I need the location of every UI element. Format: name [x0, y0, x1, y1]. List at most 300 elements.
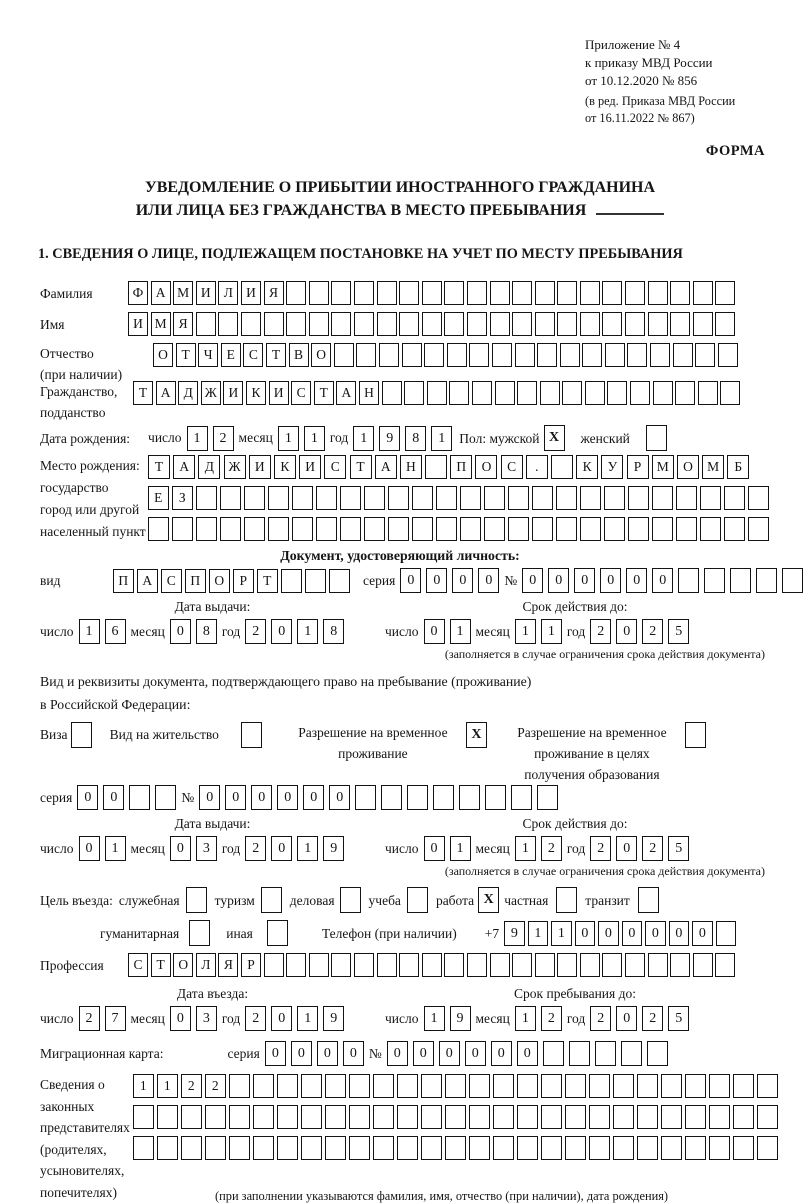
- cell: [331, 281, 351, 305]
- entry-month-cells: [170, 1006, 222, 1031]
- cell: [532, 517, 553, 541]
- cell: [490, 953, 510, 977]
- cell: С: [501, 455, 523, 479]
- cell: [715, 312, 735, 336]
- purpose-opt4-label: учеба: [368, 892, 401, 908]
- cell: 0: [271, 836, 292, 861]
- cell: 8: [405, 426, 426, 451]
- cell: М: [652, 455, 674, 479]
- cell: М: [702, 455, 724, 479]
- representatives-label-line: представителях: [40, 1120, 130, 1135]
- purpose-row: [0, 887, 800, 913]
- cell: 1: [297, 1006, 318, 1031]
- cell: [340, 517, 361, 541]
- cell: С: [128, 953, 148, 977]
- series-label: серия: [363, 572, 396, 588]
- cell: [427, 381, 447, 405]
- cell: [700, 517, 721, 541]
- cell: [349, 1105, 370, 1129]
- purpose-opt5-label: работа: [435, 892, 475, 908]
- cell: [685, 1136, 706, 1160]
- cell: 2: [590, 1006, 611, 1031]
- cell: [460, 486, 481, 510]
- birthplace-row2-cells: [148, 486, 772, 510]
- cell: [508, 486, 529, 510]
- cell: [181, 1136, 202, 1160]
- cell: [301, 1105, 322, 1129]
- cell: Т: [314, 381, 334, 405]
- cell: [229, 1136, 250, 1160]
- cell: [650, 343, 670, 367]
- cell: [129, 785, 150, 810]
- cell: [709, 1136, 730, 1160]
- cell: [704, 568, 725, 593]
- entry-year-cells: [245, 1006, 349, 1031]
- cell: [613, 1105, 634, 1129]
- residence-doc-intro-line1: Вид и реквизиты документа, подтверждающего право на пребывание (проживание): [40, 674, 532, 689]
- cell: [241, 312, 261, 336]
- cell: [580, 517, 601, 541]
- residence-doc-intro: [0, 670, 800, 716]
- phone-prefix: +7: [484, 925, 500, 941]
- cell: [560, 343, 580, 367]
- cell: [661, 1136, 682, 1160]
- cell: [373, 1105, 394, 1129]
- cell: [678, 568, 699, 593]
- cell: [444, 953, 464, 977]
- cell: 0: [424, 836, 445, 861]
- cell: 2: [642, 619, 663, 644]
- cell: 2: [245, 1006, 266, 1031]
- cell: [421, 1105, 442, 1129]
- entry-day-cells: [79, 1006, 131, 1031]
- expiry-date-heading: Срок действия до:: [522, 599, 628, 614]
- cell: [757, 1105, 778, 1129]
- cell: [229, 1105, 250, 1129]
- cell: [613, 1074, 634, 1098]
- cell: [412, 517, 433, 541]
- cell: [397, 1074, 418, 1098]
- birth-month-cells: [278, 426, 330, 451]
- appendix-revision: [585, 93, 800, 127]
- cell: 0: [574, 568, 595, 593]
- cell: 0: [251, 785, 272, 810]
- cell: И: [196, 281, 216, 305]
- cell: К: [274, 455, 296, 479]
- cell: [325, 1074, 346, 1098]
- month-label: месяц: [238, 430, 273, 445]
- cell: 0: [652, 568, 673, 593]
- birthplace-sub1: государство: [40, 480, 109, 495]
- cell: [325, 1105, 346, 1129]
- cell: [133, 1105, 154, 1129]
- cell: 0: [291, 1041, 312, 1066]
- cell: 0: [439, 1041, 460, 1066]
- cell: 9: [379, 426, 400, 451]
- representatives-block: [0, 1074, 800, 1203]
- appendix-line: к приказу МВД России: [585, 55, 713, 70]
- cell: 0: [170, 619, 191, 644]
- cell: А: [156, 381, 176, 405]
- cell: [676, 486, 697, 510]
- phone-label: Телефон (при наличии): [321, 925, 457, 941]
- citizenship-row: [0, 381, 800, 423]
- purpose-opt8-label: гуманитарная: [100, 925, 180, 941]
- cell: Л: [196, 953, 216, 977]
- cell: [602, 281, 622, 305]
- purpose-opt8-checkbox: [189, 920, 210, 946]
- purpose-row2: [0, 920, 800, 946]
- cell: [604, 486, 625, 510]
- cell: [444, 281, 464, 305]
- cell: [244, 517, 265, 541]
- cell: [286, 312, 306, 336]
- cell: 5: [668, 619, 689, 644]
- patronymic-cells: [153, 343, 740, 367]
- cell: [268, 486, 289, 510]
- purpose-opt9-checkbox: [267, 920, 288, 946]
- day-label: число: [40, 623, 74, 639]
- cell: Д: [198, 455, 220, 479]
- cell: [604, 517, 625, 541]
- issue-date-heading: Дата выдачи:: [174, 816, 251, 831]
- cell: [292, 486, 313, 510]
- cell: О: [173, 953, 193, 977]
- cell: [309, 953, 329, 977]
- cell: [585, 381, 605, 405]
- cell: [421, 1136, 442, 1160]
- cell: [301, 1136, 322, 1160]
- cell: 1: [157, 1074, 178, 1098]
- cell: 0: [616, 619, 637, 644]
- purpose-opt7-label: транзит: [585, 892, 630, 908]
- cell: [532, 486, 553, 510]
- cell: [399, 312, 419, 336]
- issue-year-cells: [245, 619, 349, 644]
- cell: 5: [668, 836, 689, 861]
- issue-day-cells: [79, 836, 131, 861]
- cell: [556, 517, 577, 541]
- cell: Р: [241, 953, 261, 977]
- cell: [607, 381, 627, 405]
- doc-number-cells: [522, 568, 808, 593]
- cell: 1: [353, 426, 374, 451]
- cell: [670, 281, 690, 305]
- cell: [277, 1105, 298, 1129]
- purpose-opt2-checkbox: [261, 887, 282, 913]
- cell: [537, 343, 557, 367]
- cell: [748, 517, 769, 541]
- cell: [340, 486, 361, 510]
- cell: [685, 1074, 706, 1098]
- cell: [724, 486, 745, 510]
- residence-doc-options: [0, 722, 800, 785]
- cell: [424, 343, 444, 367]
- cell: [757, 1074, 778, 1098]
- sex-female-label: женский: [580, 430, 630, 446]
- cell: [229, 1074, 250, 1098]
- temp-residence-label: Разрешение на временное проживание: [298, 725, 448, 761]
- residence-permit-label: Вид на жительство: [109, 727, 219, 742]
- doc-series-cells: [400, 568, 504, 593]
- cell: П: [113, 569, 134, 593]
- cell: 1: [278, 426, 299, 451]
- patronymic-note: (при наличии): [40, 367, 123, 382]
- cell: 1: [515, 619, 536, 644]
- surname-cells: [128, 281, 738, 305]
- cell: 0: [478, 568, 499, 593]
- cell: Л: [218, 281, 238, 305]
- cell: О: [209, 569, 230, 593]
- cell: [447, 343, 467, 367]
- cell: [397, 1136, 418, 1160]
- year-label: год: [566, 623, 586, 639]
- cell: [637, 1105, 658, 1129]
- entry-date-heading: Дата въезда:: [176, 986, 249, 1001]
- cell: [733, 1074, 754, 1098]
- cell: 1: [297, 836, 318, 861]
- cell: [331, 312, 351, 336]
- cell: 1: [551, 921, 572, 946]
- birth-day-cells: [187, 426, 239, 451]
- cell: 1: [515, 1006, 536, 1031]
- cell: [495, 381, 515, 405]
- cell: [613, 1136, 634, 1160]
- representatives-row2-cells: [133, 1105, 781, 1129]
- cell: 0: [452, 568, 473, 593]
- profession-cells: [128, 953, 738, 977]
- cell: [556, 486, 577, 510]
- cell: [535, 281, 555, 305]
- form-title: [0, 176, 800, 222]
- cell: .: [526, 455, 548, 479]
- cell: [625, 281, 645, 305]
- cell: [356, 343, 376, 367]
- cell: [253, 1105, 274, 1129]
- cell: 9: [323, 836, 344, 861]
- cell: Т: [176, 343, 196, 367]
- cell: [349, 1074, 370, 1098]
- cell: [253, 1074, 274, 1098]
- cell: [205, 1136, 226, 1160]
- cell: 0: [77, 785, 98, 810]
- representatives-label-line: попечителях): [40, 1184, 117, 1200]
- cell: 1: [105, 836, 126, 861]
- cell: 0: [271, 1006, 292, 1031]
- representatives-row3-cells: [133, 1136, 781, 1160]
- cell: [377, 312, 397, 336]
- cell: [540, 381, 560, 405]
- name-cells: [128, 312, 738, 336]
- cell: [718, 343, 738, 367]
- cell: [517, 1136, 538, 1160]
- cell: [425, 455, 447, 479]
- cell: 0: [277, 785, 298, 810]
- cell: 1: [431, 426, 452, 451]
- cell: [537, 785, 558, 810]
- cell: 2: [541, 836, 562, 861]
- cell: [693, 953, 713, 977]
- expiry-day-cells: [424, 619, 476, 644]
- year-label: год: [221, 1010, 241, 1026]
- cell: [605, 343, 625, 367]
- cell: [652, 517, 673, 541]
- citizenship-label: Гражданство,: [40, 384, 118, 399]
- cell: [469, 343, 489, 367]
- cell: [407, 785, 428, 810]
- cell: 6: [105, 619, 126, 644]
- appendix-line: от 16.11.2022 № 867): [585, 111, 695, 125]
- cell: 0: [491, 1041, 512, 1066]
- purpose-opt1-label: служебная: [118, 892, 180, 908]
- cell: [157, 1105, 178, 1129]
- cell: 1: [79, 619, 100, 644]
- year-label: год: [221, 623, 241, 639]
- cell: [661, 1074, 682, 1098]
- day-label: число: [40, 840, 74, 856]
- cell: [637, 1136, 658, 1160]
- purpose-opt5-checkbox: X: [478, 887, 499, 913]
- entry-dates: [0, 986, 800, 1031]
- cell: 2: [205, 1074, 226, 1098]
- cell: [676, 517, 697, 541]
- cell: [467, 953, 487, 977]
- cell: Я: [264, 281, 284, 305]
- cell: 0: [343, 1041, 364, 1066]
- cell: [508, 517, 529, 541]
- cell: [485, 785, 506, 810]
- cell: [449, 381, 469, 405]
- cell: [404, 381, 424, 405]
- representatives-label-line: (родителях,: [40, 1141, 107, 1157]
- visa-checkbox: [71, 722, 92, 748]
- cell: [693, 281, 713, 305]
- cell: [220, 486, 241, 510]
- purpose-opt6-checkbox: [556, 887, 577, 913]
- cell: [469, 1105, 490, 1129]
- identity-doc-row: [0, 568, 800, 593]
- cell: [316, 517, 337, 541]
- cell: [445, 1136, 466, 1160]
- cell: 2: [245, 836, 266, 861]
- purpose-opt1-checkbox: [186, 887, 207, 913]
- cell: 0: [103, 785, 124, 810]
- cell: 3: [196, 1006, 217, 1031]
- purpose-opt6-label: частная: [504, 892, 549, 908]
- appendix-line: от 10.12.2020 № 856: [585, 73, 698, 88]
- cell: [316, 486, 337, 510]
- cell: [377, 281, 397, 305]
- expiry-note: (заполняется в случае ограничения срока действия документа): [444, 647, 765, 661]
- patronymic-row: [0, 343, 800, 385]
- representatives-label-line: законных: [40, 1098, 95, 1114]
- cell: О: [311, 343, 331, 367]
- month-label: месяц: [130, 623, 165, 639]
- residence-doc-dates: [0, 816, 800, 861]
- cell: Е: [148, 486, 169, 510]
- cell: 0: [645, 921, 666, 946]
- cell: [459, 785, 480, 810]
- cell: [675, 381, 695, 405]
- cell: 7: [105, 1006, 126, 1031]
- cell: [757, 1136, 778, 1160]
- profession-label: Профессия: [40, 958, 104, 973]
- year-label: год: [566, 1010, 586, 1026]
- cell: [377, 953, 397, 977]
- cell: Р: [627, 455, 649, 479]
- cell: 5: [668, 1006, 689, 1031]
- cell: [133, 1136, 154, 1160]
- cell: [700, 486, 721, 510]
- cell: 9: [323, 1006, 344, 1031]
- sex-male-checkbox: X: [544, 425, 565, 451]
- cell: А: [336, 381, 356, 405]
- cell: [388, 486, 409, 510]
- cell: 2: [642, 1006, 663, 1031]
- cell: К: [576, 455, 598, 479]
- cell: 0: [669, 921, 690, 946]
- cell: [277, 1074, 298, 1098]
- cell: [648, 281, 668, 305]
- cell: 2: [541, 1006, 562, 1031]
- cell: [709, 1105, 730, 1129]
- cell: Н: [400, 455, 422, 479]
- cell: Ж: [224, 455, 246, 479]
- cell: 0: [522, 568, 543, 593]
- cell: 0: [517, 1041, 538, 1066]
- cell: [355, 785, 376, 810]
- cell: Я: [173, 312, 193, 336]
- cell: 2: [590, 619, 611, 644]
- representatives-row1-cells: [133, 1074, 781, 1098]
- purpose-label: Цель въезда:: [40, 892, 113, 908]
- cell: 0: [548, 568, 569, 593]
- cell: [756, 568, 777, 593]
- cell: [292, 517, 313, 541]
- temp-residence-checkbox: X: [466, 722, 487, 748]
- cell: 1: [541, 619, 562, 644]
- cell: [253, 1136, 274, 1160]
- cell: [652, 486, 673, 510]
- cell: 8: [323, 619, 344, 644]
- cell: [580, 281, 600, 305]
- cell: 0: [424, 619, 445, 644]
- cell: [580, 953, 600, 977]
- cell: [286, 953, 306, 977]
- cell: И: [269, 381, 289, 405]
- cell: [412, 486, 433, 510]
- migration-number-cells: [387, 1041, 673, 1066]
- cell: П: [450, 455, 472, 479]
- birth-year-cells: [353, 426, 457, 451]
- cell: [493, 1074, 514, 1098]
- cell: [562, 381, 582, 405]
- cell: [551, 455, 573, 479]
- year-label: год: [329, 430, 349, 445]
- expiry-note: (заполняется в случае ограничения срока действия документа): [444, 864, 765, 878]
- cell: Ч: [198, 343, 218, 367]
- cell: [595, 1041, 616, 1066]
- cell: [196, 312, 216, 336]
- cell: [469, 1074, 490, 1098]
- surname-row: [0, 281, 800, 306]
- cell: [541, 1136, 562, 1160]
- birthplace-sub3: населенный пункт: [40, 524, 146, 539]
- cell: [445, 1105, 466, 1129]
- section1-heading: 1. СВЕДЕНИЯ О ЛИЦЕ, ПОДЛЕЖАЩЕМ ПОСТАНОВКЕ НА УЧЕТ ПО МЕСТУ ПРЕБЫВАНИЯ: [38, 246, 683, 262]
- cell: [512, 281, 532, 305]
- stay-day-cells: [424, 1006, 476, 1031]
